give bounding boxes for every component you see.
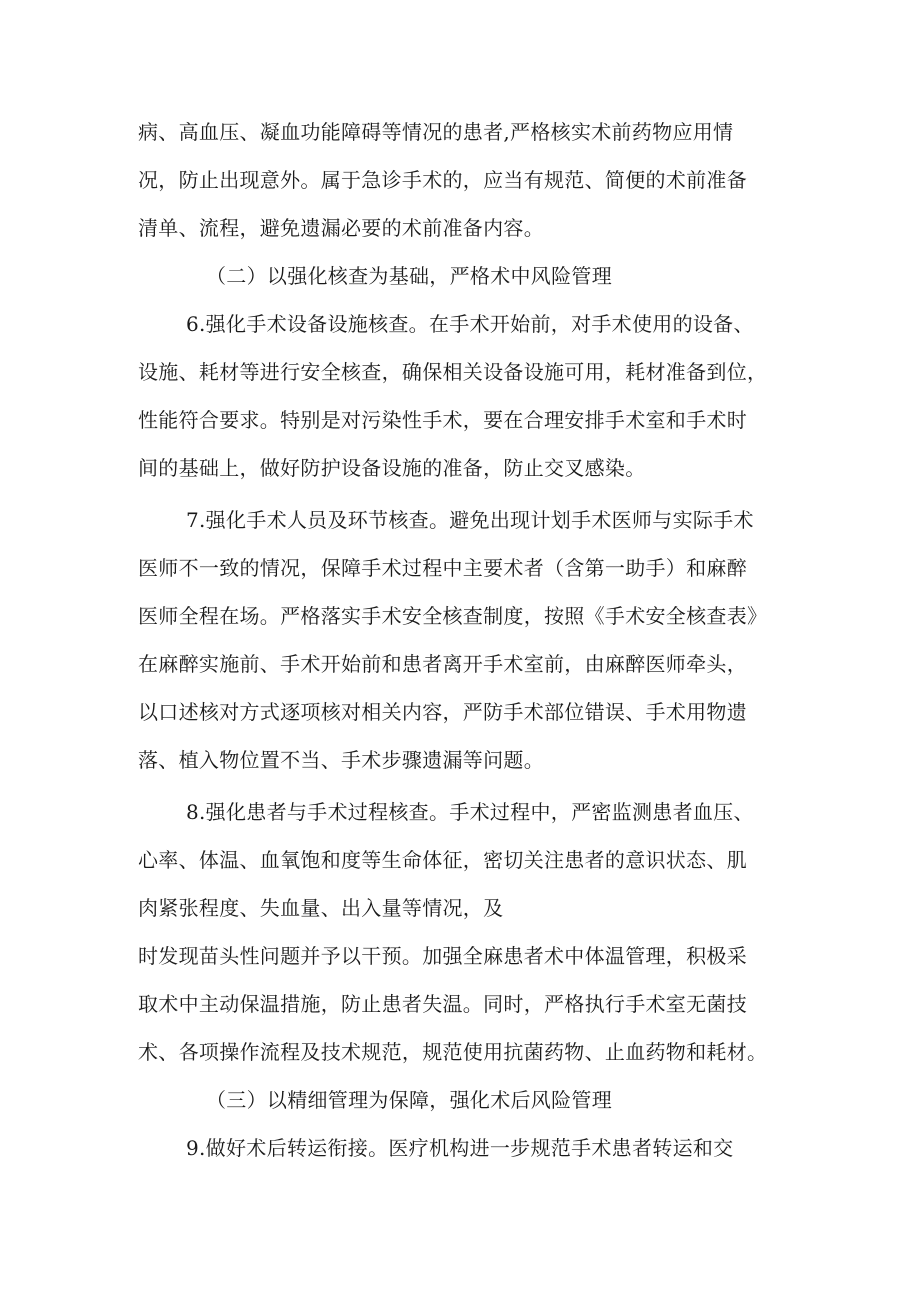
paragraph-start: 7.强化手术人员及环节核查。避免出现计划手术医师与实际手术: [186, 508, 754, 532]
text-line: 肉紧张程度、失血量、出入量等情况，及: [138, 896, 504, 920]
text-line: 性能符合要求。特别是对污染性手术，要在合理安排手术室和手术时: [138, 408, 747, 432]
paragraph-start: 8.强化患者与手术过程核查。手术过程中，严密监测患者血压、: [186, 800, 754, 824]
section-heading: （三）以精细管理为保障，强化术后风险管理: [206, 1088, 612, 1112]
text-line: 取术中主动保温措施，防止患者失温。同时，严格执行手术室无菌技: [138, 992, 747, 1016]
text-line: 心率、体温、血氧饱和度等生命体征，密切关注患者的意识状态、肌: [138, 848, 747, 872]
text-line: 况，防止出现意外。属于急诊手术的，应当有规范、简便的术前准备: [138, 168, 747, 192]
text-line: 医师全程在场。严格落实手术安全核查制度，按照《手术安全核查表》: [138, 604, 768, 628]
section-heading: （二）以强化核查为基础，严格术中风险管理: [206, 264, 612, 288]
paragraph-start: 9.做好术后转运衔接。医疗机构进一步规范手术患者转运和交: [186, 1136, 734, 1160]
text-line: 落、植入物位置不当、手术步骤遗漏等问题。: [138, 748, 544, 772]
text-line: 病、高血压、凝血功能障碍等情况的患者,严格核实术前药物应用情: [138, 120, 734, 144]
text-line: 清单、流程，避免遗漏必要的术前准备内容。: [138, 216, 544, 240]
text-line: 在麻醉实施前、手术开始前和患者离开手术室前，由麻醉医师牵头，: [138, 652, 747, 676]
text-line: 时发现苗头性问题并予以干预。加强全麻患者术中体温管理，积极采: [138, 944, 747, 968]
text-line: 设施、耗材等进行安全核查，确保相关设备设施可用，耗材准备到位，: [138, 360, 768, 384]
paragraph-start: 6.强化手术设备设施核查。在手术开始前，对手术使用的设备、: [186, 312, 754, 336]
text-line: 医师不一致的情况，保障手术过程中主要术者（含第一助手）和麻醉: [138, 556, 747, 580]
text-line: 以口述核对方式逐项核对相关内容，严防手术部位错误、手术用物遗: [138, 700, 747, 724]
text-line: 间的基础上，做好防护设备设施的准备，防止交叉感染。: [138, 456, 646, 480]
text-line: 术、各项操作流程及技术规范，规范使用抗菌药物、止血药物和耗材。: [138, 1040, 768, 1064]
